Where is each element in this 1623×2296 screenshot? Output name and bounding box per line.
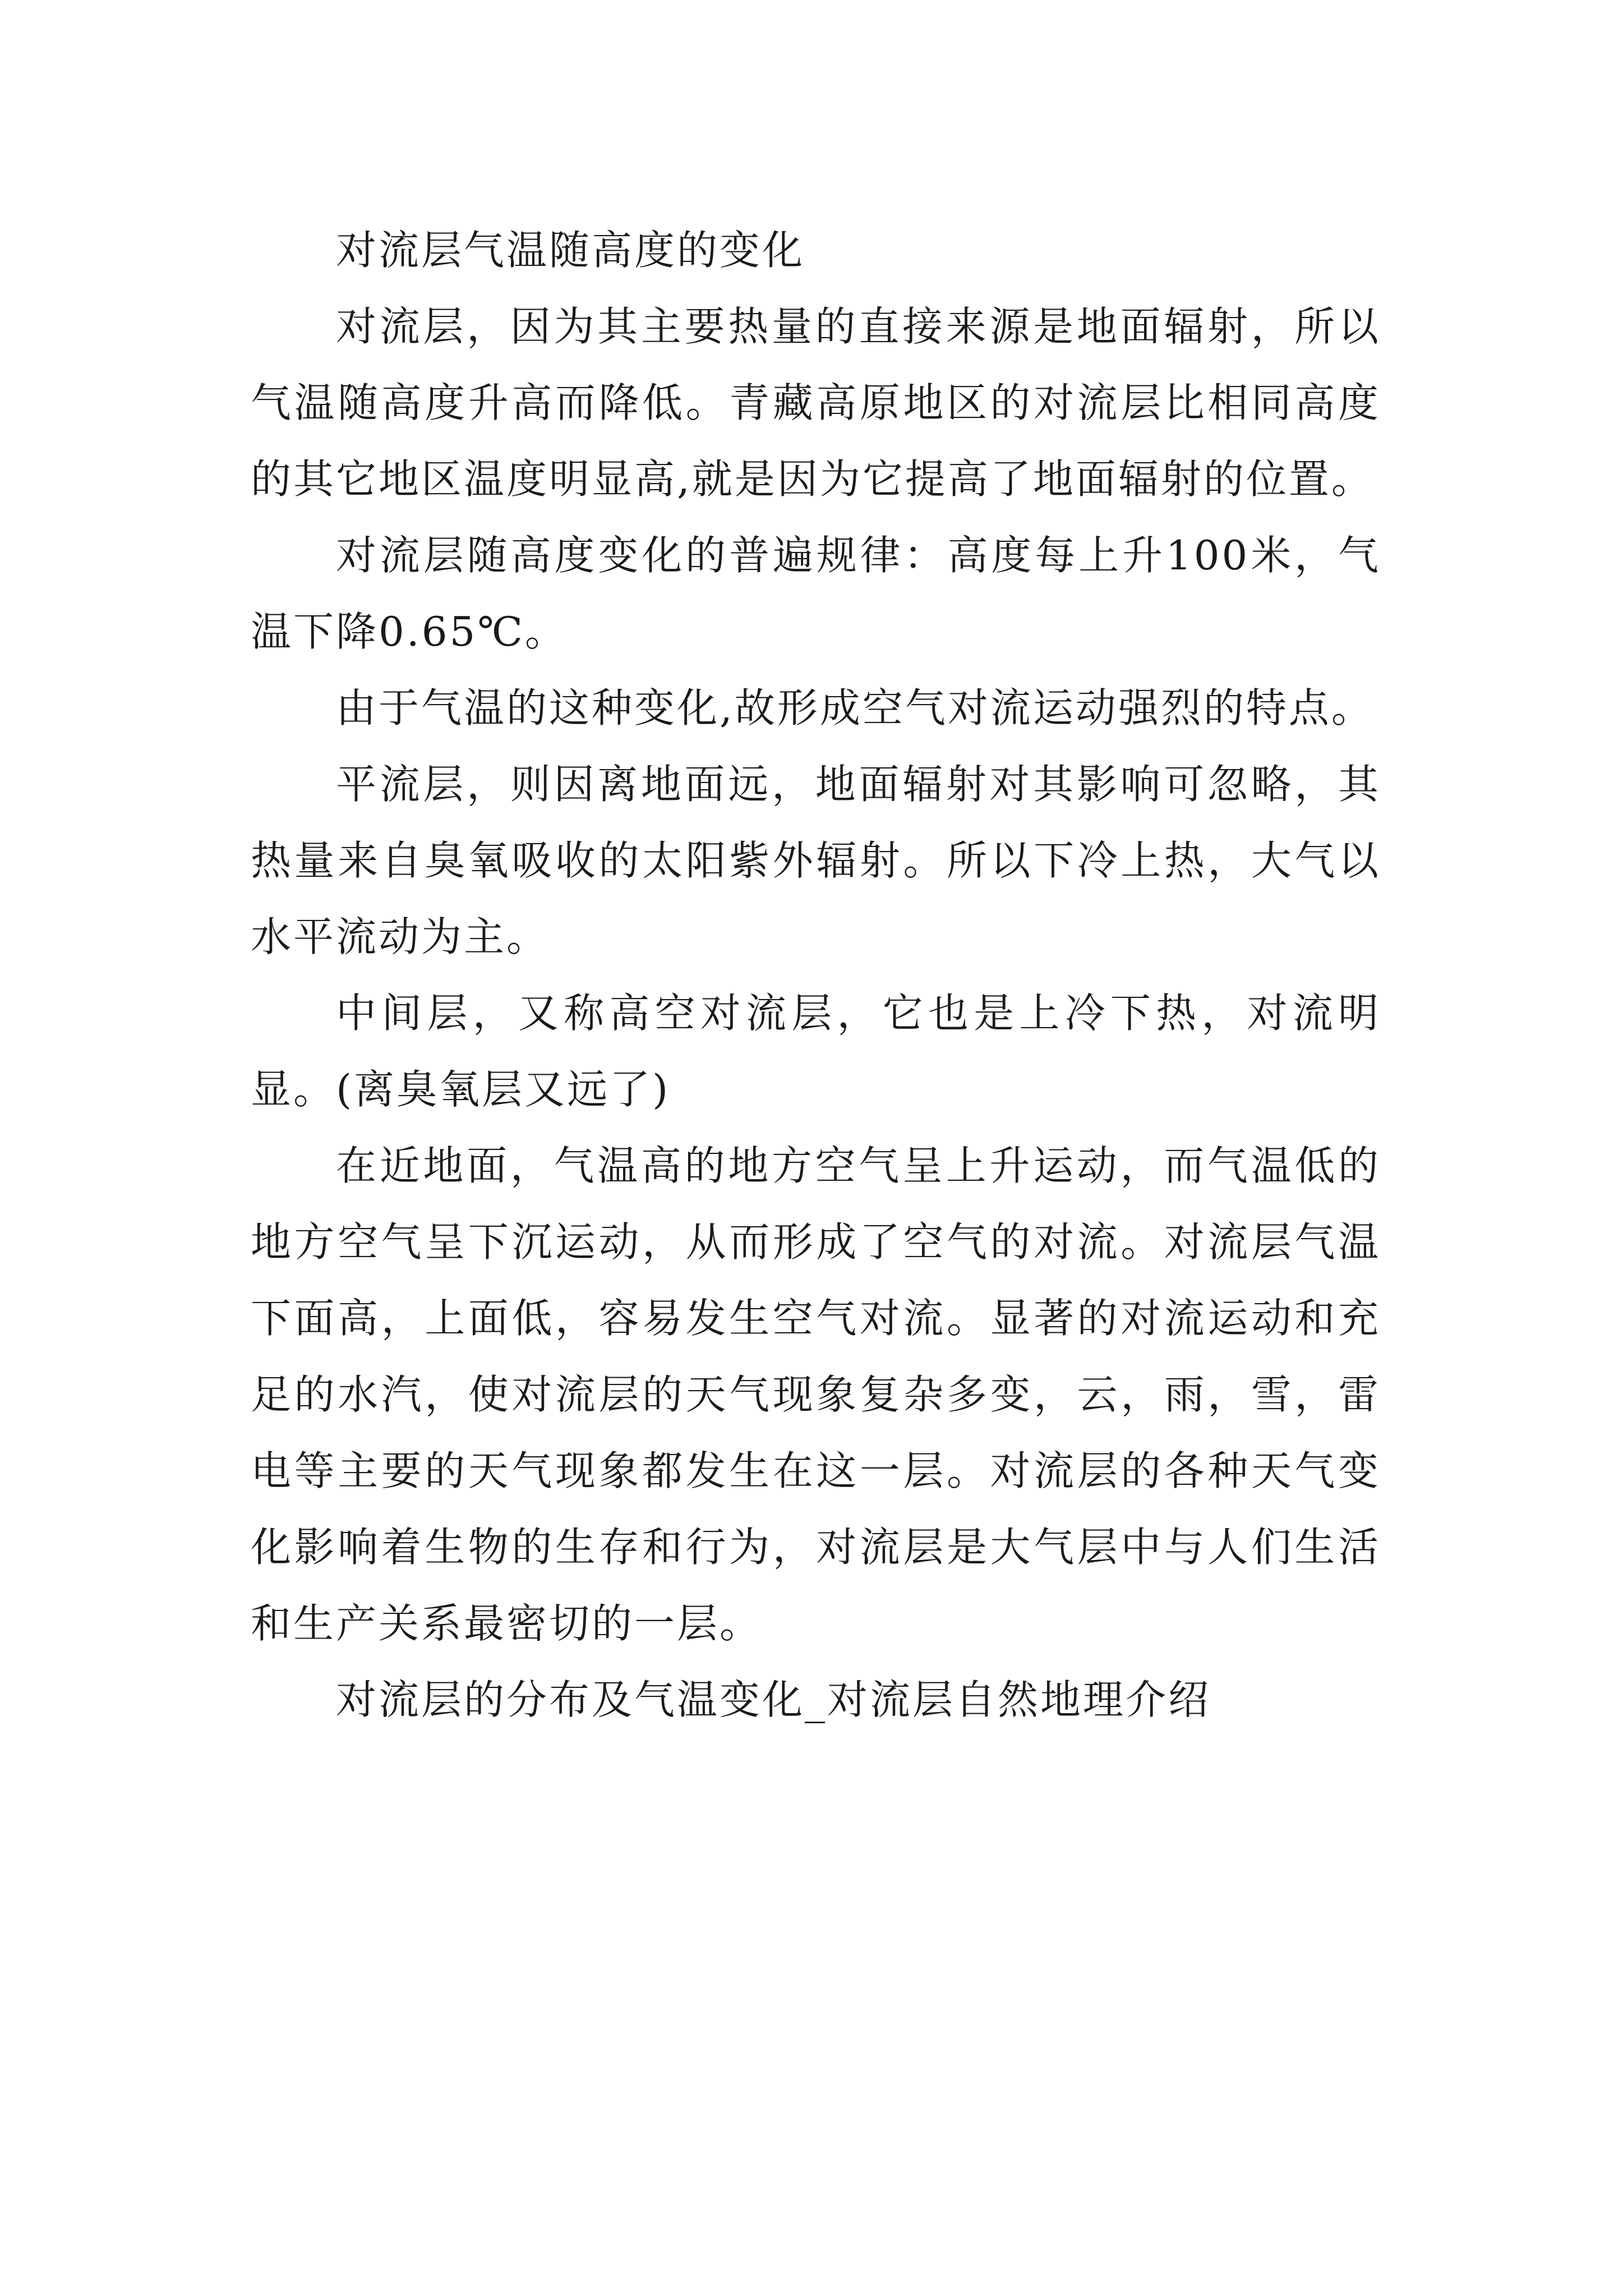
document-body	[251, 212, 1381, 1738]
paragraph-troposphere-heat-source: 对流层，因为其主要热量的直接来源是地面辐射，所以气温随高度升高而降低。青藏高原地区的对流层比相同高度的其它地区温度明显高,就是因为它提高了地面辐射的位置。	[251, 303, 1381, 503]
paragraph-mesosphere: 中间层，又称高空对流层，它也是上冷下热，对流明显。(离臭氧层又远了)	[251, 990, 1381, 1113]
paragraph-lapse-rate: 对流层随高度变化的普遍规律：高度每上升100米，气温下降0.65℃。	[251, 532, 1381, 655]
paragraph-stratosphere: 平流层，则因离地面远，地面辐射对其影响可忽略，其热量来自臭氧吸收的太阳紫外辐射。所以下冷上热，大气以水平流动为主。	[251, 761, 1381, 960]
paragraph-closing-title: 对流层的分布及气温变化_对流层自然地理介绍	[336, 1676, 1211, 1723]
paragraph-near-surface-convection: 在近地面，气温高的地方空气呈上升运动，而气温低的地方空气呈下沉运动，从而形成了空气的对流。对流层气温下面高，上面低，容易发生空气对流。显著的对流运动和充足的水汽，使对流层的天气现象复杂多变，云，雨，雪，雷电等主要的天气现象都发生在这一层。对流层的各种天气变化影响着生物的生存和行为，对流层是大气层中与人们生活和生产关系最密切的一层。	[251, 1142, 1381, 1647]
paragraph-convection-feature: 由于气温的这种变化,故形成空气对流运动强烈的特点。	[336, 684, 1374, 731]
paragraph-title: 对流层气温随高度的变化	[336, 227, 805, 274]
